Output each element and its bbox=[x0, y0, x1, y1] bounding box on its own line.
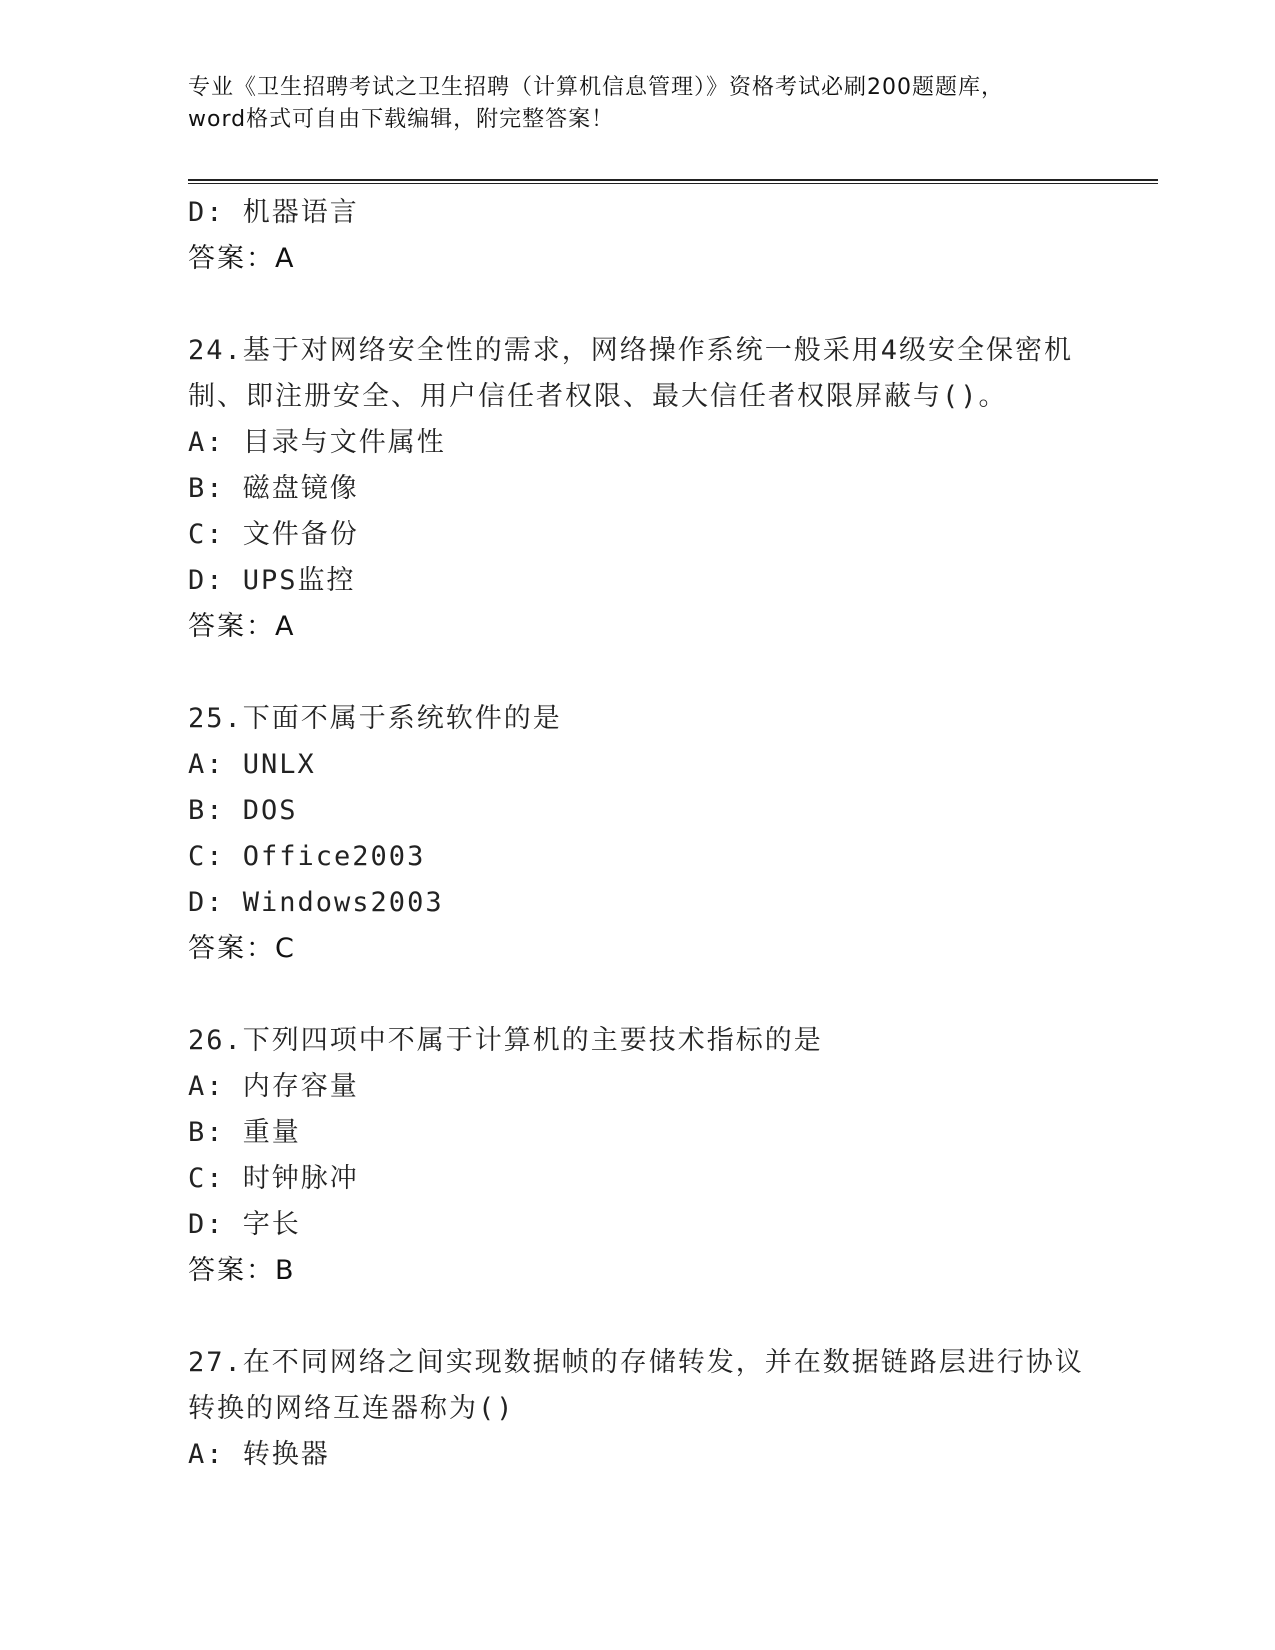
question-text-line: 24.基于对网络安全性的需求，网络操作系统一般采用4级安全保密机 bbox=[188, 335, 1074, 366]
spacer bbox=[188, 650, 1088, 696]
question-25 bbox=[188, 696, 1088, 972]
question-text-line: 27.在不同网络之间实现数据帧的存储转发，并在数据链路层进行协议 bbox=[188, 1347, 1084, 1378]
question-list bbox=[188, 190, 1088, 1478]
spacer bbox=[188, 1294, 1088, 1340]
option-a: A: 内存容量 bbox=[188, 1071, 359, 1102]
option-a: A: 目录与文件属性 bbox=[188, 427, 446, 458]
question-27 bbox=[188, 1340, 1088, 1478]
question-text-line: 26.下列四项中不属于计算机的主要技术指标的是 bbox=[188, 1025, 823, 1056]
spacer bbox=[188, 972, 1088, 1018]
question-text-line: 制、即注册安全、用户信任者权限、最大信任者权限屏蔽与()。 bbox=[188, 381, 1008, 412]
answer: 答案：B bbox=[188, 1255, 296, 1286]
option-c: C: 时钟脉冲 bbox=[188, 1163, 359, 1194]
option-b: B: DOS bbox=[188, 795, 298, 826]
question-text-line: 25.下面不属于系统软件的是 bbox=[188, 703, 562, 734]
option-d: D: Windows2003 bbox=[188, 887, 444, 918]
option-d: D: UPS监控 bbox=[188, 565, 356, 596]
option-a: A: 转换器 bbox=[188, 1439, 330, 1470]
previous-question-tail bbox=[188, 190, 1088, 282]
option-d: D: 字长 bbox=[188, 1209, 301, 1240]
question-24 bbox=[188, 328, 1088, 650]
header-line-1: 专业《卫生招聘考试之卫生招聘（计算机信息管理）》资格考试必刷200题题库， bbox=[188, 75, 1004, 100]
header-divider bbox=[188, 179, 1158, 184]
question-26 bbox=[188, 1018, 1088, 1294]
answer: 答案：A bbox=[188, 243, 296, 274]
option-d: D: 机器语言 bbox=[188, 197, 359, 228]
header-line-2: word格式可自由下载编辑，附完整答案！ bbox=[188, 107, 615, 132]
document-header bbox=[188, 72, 1088, 136]
question-text-line: 转换的网络互连器称为() bbox=[188, 1393, 515, 1424]
spacer bbox=[188, 282, 1088, 328]
option-a: A: UNLX bbox=[188, 749, 316, 780]
option-b: B: 磁盘镜像 bbox=[188, 473, 359, 504]
option-c: C: 文件备份 bbox=[188, 519, 359, 550]
option-c: C: Office2003 bbox=[188, 841, 426, 872]
option-b: B: 重量 bbox=[188, 1117, 301, 1148]
answer: 答案：A bbox=[188, 611, 296, 642]
answer: 答案：C bbox=[188, 933, 296, 964]
